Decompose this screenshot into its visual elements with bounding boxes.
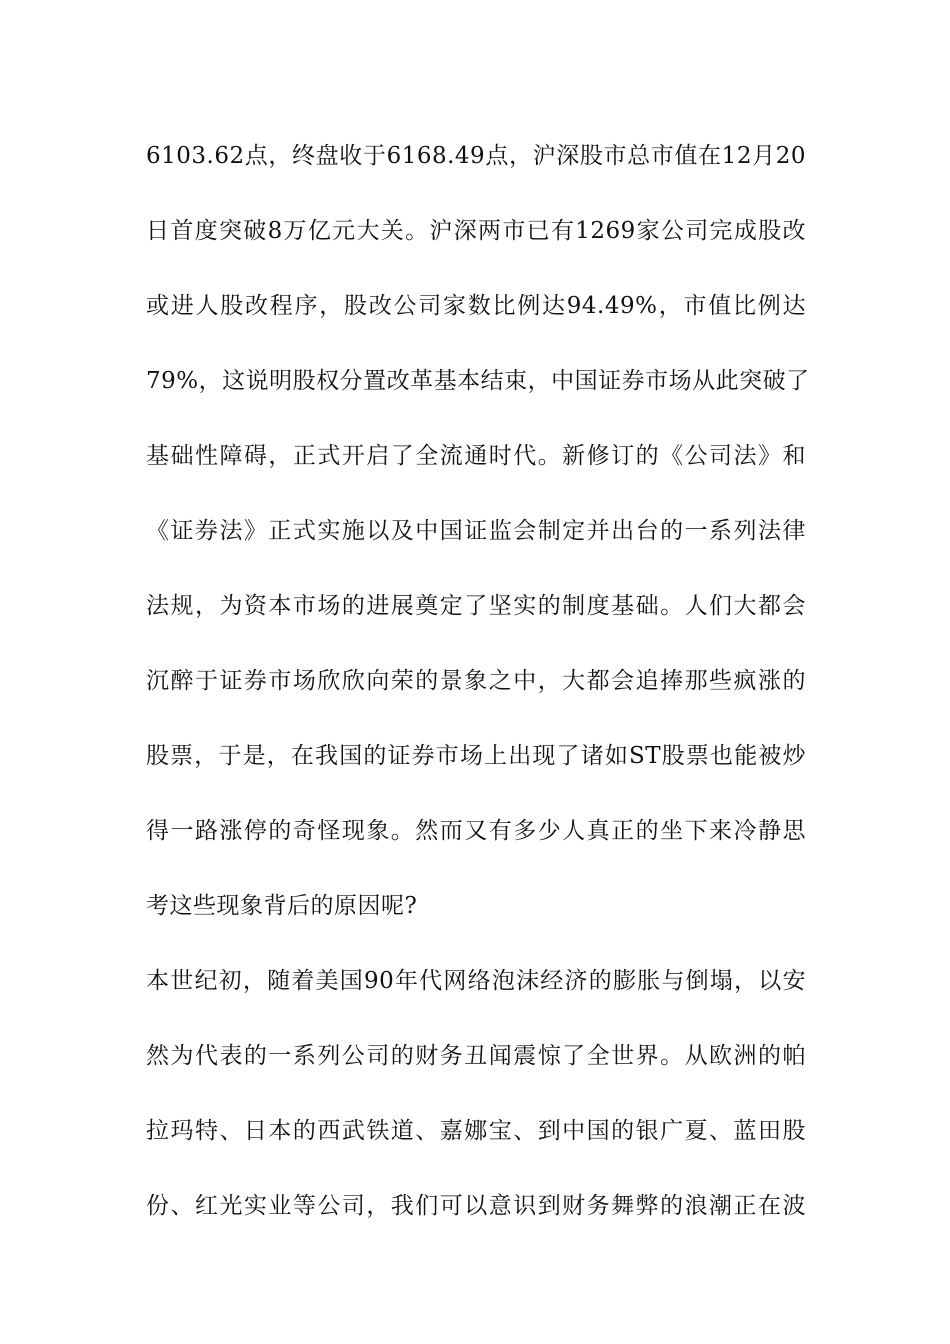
text-line: 然为代表的一系列公司的财务丑闻震惊了全世界。从欧洲的帕 [146, 1043, 806, 1069]
text-line: 6103.62点，终盘收于6168.49点，沪深股市总市值在12月20 [146, 143, 806, 169]
text-line: 79%，这说明股权分置改革基本结束，中国证券市场从此突破了 [146, 368, 810, 394]
text-line: 《证券法》正式实施以及中国证监会制定并出台的一系列法律 [146, 518, 806, 544]
text-line: 沉醉于证券市场欣欣向荣的景象之中，大都会追捧那些疯涨的 [146, 668, 806, 694]
text-line: 本世纪初，随着美国90年代网络泡沫经济的膨胀与倒塌，以安 [146, 968, 806, 994]
text-line: 法规，为资本市场的进展奠定了坚实的制度基础。人们大都会 [146, 593, 806, 619]
text-line: 日首度突破8万亿元大关。沪深两市已有1269家公司完成股改 [146, 218, 806, 244]
text-line: 基础性障碍，正式开启了全流通时代。新修订的《公司法》和 [146, 443, 806, 469]
text-line: 拉玛特、日本的西武铁道、嘉娜宝、到中国的银广夏、蓝田股 [146, 1118, 806, 1144]
document-body [146, 130, 810, 1255]
text-line: 份、红光实业等公司，我们可以意识到财务舞弊的浪潮正在波 [146, 1193, 806, 1219]
text-line: 得一路涨停的奇怪现象。然而又有多少人真正的坐下来冷静思 [146, 818, 806, 844]
text-line: 或进人股改程序，股改公司家数比例达94.49%，市值比例达 [146, 293, 806, 319]
text-line-paragraph-end: 考这些现象背后的原因呢? [146, 893, 418, 919]
text-line: 股票，于是，在我国的证券市场上出现了诸如ST股票也能被炒 [146, 743, 806, 769]
